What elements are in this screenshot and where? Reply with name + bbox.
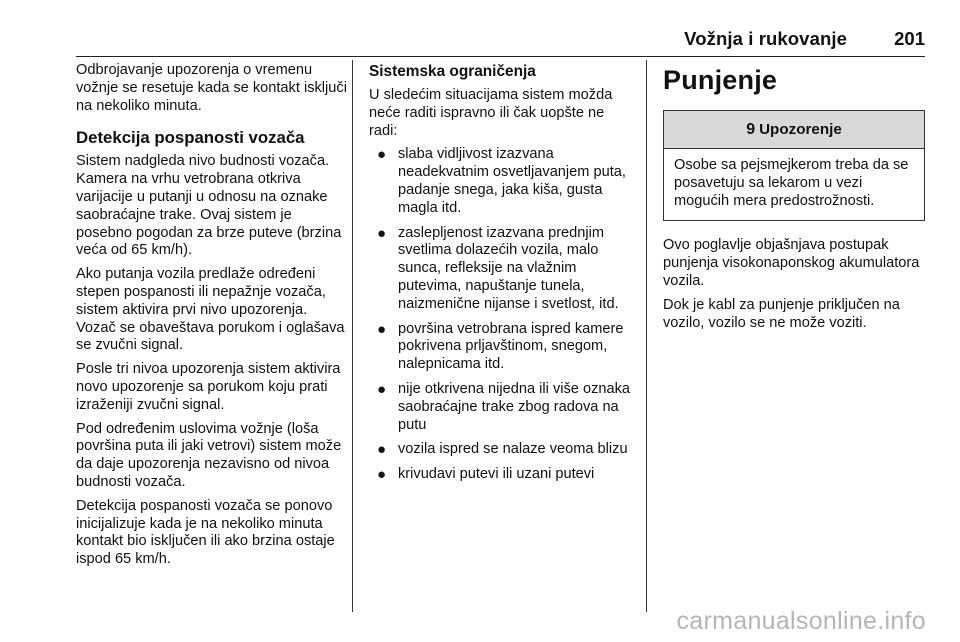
watermark: carmanualsonline.info bbox=[676, 607, 926, 635]
warning-header bbox=[664, 111, 924, 149]
section-heading: Sistemska ograničenja bbox=[369, 63, 536, 80]
list-item-text: zaslepljenost izazvana prednjim svetlima dolazećih vozila, malo sunca, refleksije na vlažnim putevima, napuštanje tunela, naizmenične nijanse i svetlost, itd. bbox=[398, 224, 619, 312]
paragraph: Sistem nadgleda nivo budnosti vozača. Kamera na vrhu vetrobrana otkriva varijacije u putanji u odnosu na oznake saobraćajne trake. Ovaj sistem je posebno pogodan za brze puteve (brzina veća od 65 km/h). bbox=[76, 153, 342, 259]
bullet-icon: ● bbox=[377, 224, 387, 242]
page-number: 201 bbox=[894, 28, 925, 49]
middle-column bbox=[369, 62, 633, 491]
list-item bbox=[369, 146, 633, 217]
column-divider bbox=[352, 60, 353, 612]
list-item bbox=[369, 225, 633, 314]
left-column bbox=[76, 62, 348, 575]
section-heading: Detekcija pospanosti vozača bbox=[76, 128, 305, 148]
list-item-text: krivudavi putevi ili uzani putevi bbox=[398, 466, 595, 483]
warning-text: Osobe sa pejsmejkerom treba da se posavetuju sa lekarom u vezi mogućih mera predostrožnosti. bbox=[674, 157, 909, 209]
bullet-icon: ● bbox=[377, 466, 387, 484]
warning-title: Upozorenje bbox=[759, 120, 842, 138]
paragraph: Ako putanja vozila predlaže određeni stepen pospanosti ili nepažnje vozača, sistem aktivira prvi nivo upozorenja. Vozač se obaveštava porukom i oglašava se zvučni signal. bbox=[76, 266, 345, 354]
warning-icon: 9 bbox=[746, 120, 756, 138]
intro-paragraph: U sledećim situacijama sistem možda neće raditi ispravno ili čak uopšte ne radi: bbox=[369, 87, 613, 139]
bullet-icon: ● bbox=[377, 441, 387, 459]
intro-paragraph: Odbrojavanje upozorenja o vremenu vožnje se resetuje kada se kontakt isključi na nekoliko minuta. bbox=[76, 62, 347, 114]
warning-box bbox=[663, 110, 925, 221]
list-item bbox=[369, 466, 633, 484]
bullet-icon: ● bbox=[377, 146, 387, 164]
right-column bbox=[663, 62, 925, 338]
chapter-title: Vožnja i rukovanje bbox=[684, 28, 847, 49]
bullet-icon: ● bbox=[377, 320, 387, 338]
list-item-text: vozila ispred se nalaze veoma blizu bbox=[398, 441, 628, 458]
paragraph: Dok je kabl za punjenje priključen na vozilo, vozilo se ne može voziti. bbox=[663, 296, 900, 331]
page-header bbox=[76, 26, 925, 57]
limitations-list bbox=[369, 146, 633, 484]
bullet-icon: ● bbox=[377, 380, 387, 398]
list-item-text: slaba vidljivost izazvana neadekvatnim osvetljavanjem puta, padanje snega, jaka kiša, gusta magla itd. bbox=[398, 146, 626, 216]
list-item-text: površina vetrobrana ispred kamere pokrivena prljavštinom, snegom, nalepnicama itd. bbox=[398, 320, 624, 373]
paragraph: Detekcija pospanosti vozača se ponovo inicijalizuje kada je na nekoliko minuta kontakt bio isključen ili ako brzina ostaje ispod 65 km/h. bbox=[76, 497, 335, 568]
list-item bbox=[369, 441, 633, 459]
column-divider bbox=[646, 60, 647, 612]
paragraph: Pod određenim uslovima vožnje (loša površina puta ili jaki vetrovi) sistem može da daje upozorenja nezavisno od nivoa budnosti vozača. bbox=[76, 420, 342, 490]
list-item bbox=[369, 381, 633, 434]
paragraph: Ovo poglavlje objašnjava postupak punjenja visokonaponskog akumulatora vozila. bbox=[663, 237, 920, 289]
list-item-text: nije otkrivena nijedna ili više oznaka saobraćajne trake zbog radova na putu bbox=[398, 380, 631, 433]
paragraph: Posle tri nivoa upozorenja sistem aktivira novo upozorenje sa porukom koju prati izraženiji zvučni signal. bbox=[76, 361, 341, 413]
list-item bbox=[369, 321, 633, 374]
chapter-heading: Punjenje bbox=[663, 65, 778, 95]
